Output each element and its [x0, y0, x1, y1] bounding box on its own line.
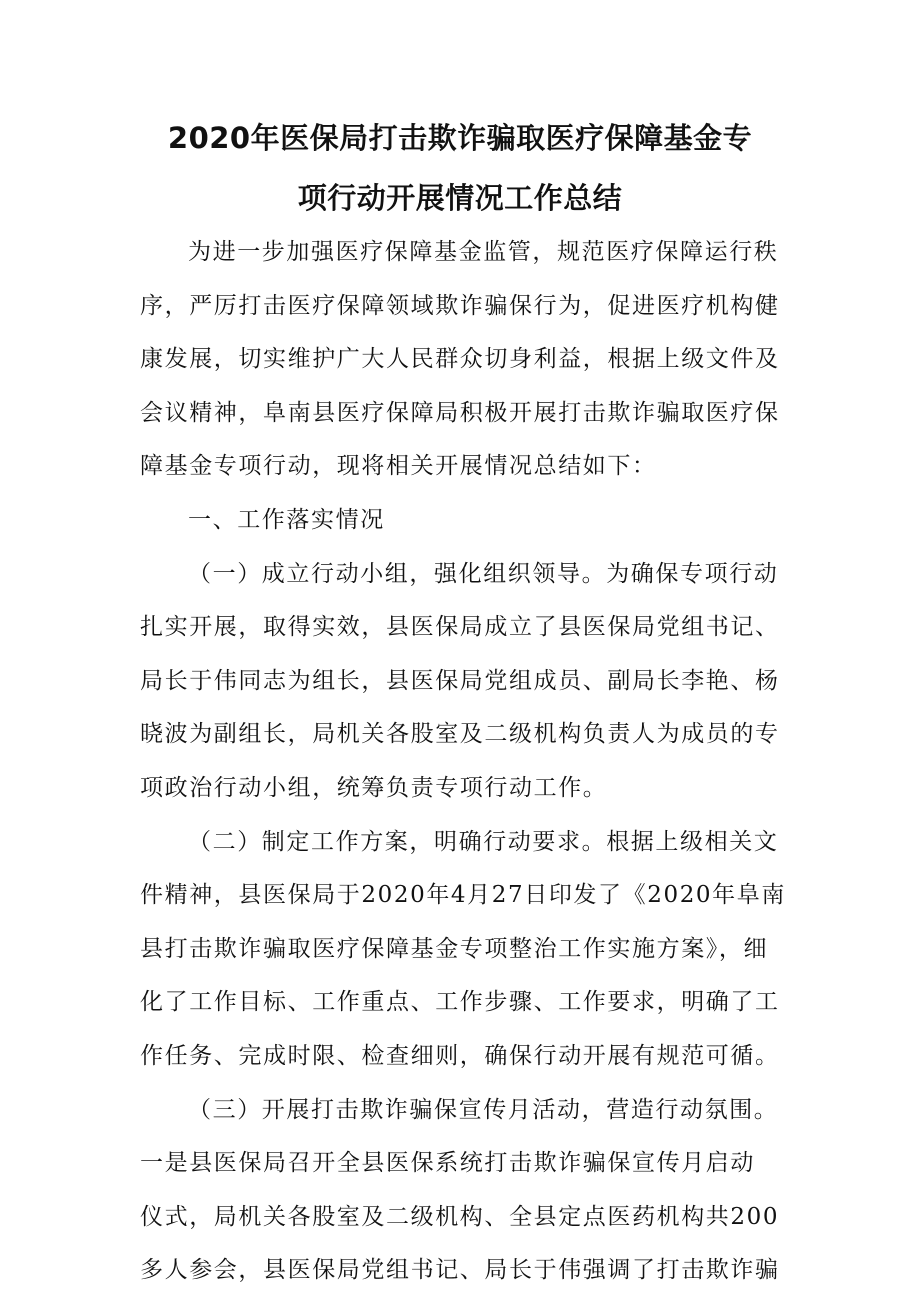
text-line: 局长于伟同志为组长，县医保局党组成员、副局长李艳、杨 — [140, 667, 780, 694]
document-body — [140, 226, 786, 1298]
text-line: 一是县医保局召开全县医保系统打击欺诈骗保宣传月启动 — [140, 1150, 755, 1177]
text-line: 障基金专项行动，现将相关开展情况总结如下： — [140, 453, 657, 480]
text-line: （三）开展打击欺诈骗保宣传月活动，营造行动氛围。 — [188, 1096, 779, 1123]
text-line: 作任务、完成时限、检查细则，确保行动开展有规范可循。 — [140, 1042, 780, 1069]
text-line: 会议精神，阜南县医疗保障局积极开展打击欺诈骗取医疗保 — [140, 399, 780, 426]
text-line: 县打击欺诈骗取医疗保障基金专项整治工作实施方案》，细 — [140, 935, 769, 962]
text-line: （一）成立行动小组，强化组织领导。为确保专项行动 — [188, 560, 779, 587]
text-line: （二）制定工作方案，明确行动要求。根据上级相关文 — [188, 828, 779, 855]
text-line: 为进一步加强医疗保障基金监管，规范医疗保障运行秩 — [188, 239, 779, 265]
text-line: 多人参会，县医保局党组书记、局长于伟强调了打击欺诈骗 — [140, 1257, 780, 1284]
text-line: 件精神，县医保局于2020年4月27日印发了《2020年阜南 — [140, 882, 786, 909]
text-line: 化了工作目标、工作重点、工作步骤、工作要求，明确了工 — [140, 989, 780, 1016]
text-line: 康发展，切实维护广大人民群众切身利益，根据上级文件及 — [140, 346, 780, 373]
text-line: 项政治行动小组，统筹负责专项行动工作。 — [140, 774, 608, 801]
document-title — [140, 108, 780, 228]
text-line: 序，严厉打击医疗保障领域欺诈骗保行为，促进医疗机构健 — [140, 292, 780, 319]
title-line: 2020年医保局打击欺诈骗取医疗保障基金专 — [167, 121, 753, 155]
text-line: 晓波为副组长，局机关各股室及二级机构负责人为成员的专 — [140, 721, 780, 748]
text-line: 一、工作落实情况 — [188, 506, 385, 533]
text-line: 扎实开展，取得实效，县医保局成立了县医保局党组书记、 — [140, 614, 780, 641]
title-line: 项行动开展情况工作总结 — [297, 181, 623, 215]
text-line: 仪式，局机关各股室及二级机构、全县定点医药机构共200 — [140, 1203, 780, 1230]
